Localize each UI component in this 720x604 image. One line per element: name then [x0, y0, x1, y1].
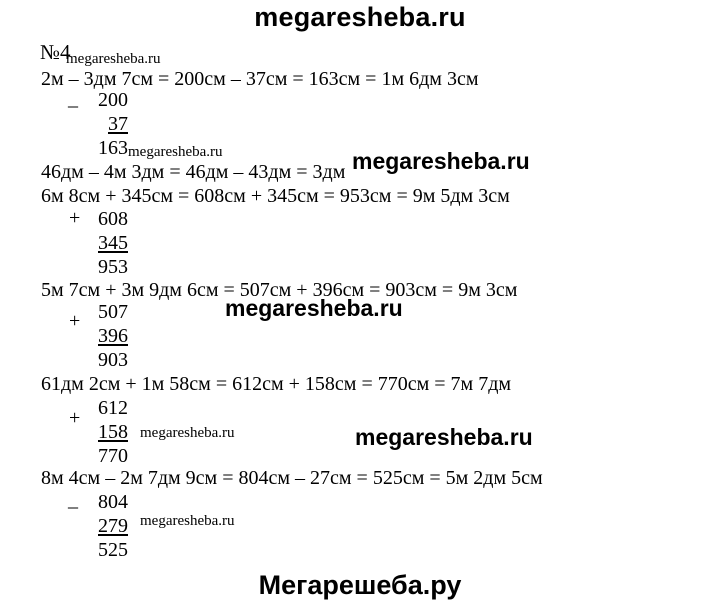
column-top-number: 804 [98, 491, 128, 513]
column-bottom-number: 37 [108, 113, 128, 135]
column-top-number: 608 [98, 208, 128, 230]
column-result: 953 [98, 256, 128, 278]
column-bottom-number: 396 [98, 325, 128, 347]
equation-line: 61дм 2см + 1м 58см = 612см + 158см = 770см = 7м 7дм [41, 373, 512, 395]
site-header: megaresheba.ru [254, 2, 466, 32]
watermark-large: megaresheba.ru [352, 148, 530, 174]
watermark-small: megaresheba.ru [140, 513, 235, 529]
column-bottom-number: 279 [98, 515, 128, 537]
addition-sign: + [69, 310, 81, 332]
column-result: 525 [98, 539, 128, 561]
watermark-small: megaresheba.ru [66, 51, 161, 67]
equation-line: 46дм – 4м 3дм = 46дм – 43дм = 3дм [41, 161, 346, 183]
column-calculation [88, 88, 128, 160]
column-calculation [88, 396, 128, 468]
column-top-number: 507 [98, 301, 128, 323]
column-bottom-number: 345 [98, 232, 128, 254]
equation-line: 6м 8см + 345см = 608см + 345см = 953см = 9м 5дм 3см [41, 185, 510, 207]
column-result: 770 [98, 445, 128, 467]
column-result: 903 [98, 349, 128, 371]
subtraction-sign: _ [68, 489, 78, 511]
column-calculation [88, 300, 128, 372]
equation-line: 5м 7см + 3м 9дм 6см = 507см + 396см = 903см = 9м 3см [41, 279, 518, 301]
problem-number: №4 [40, 40, 71, 64]
addition-sign: + [69, 207, 81, 229]
equation-line: 2м – 3дм 7см = 200см – 37см = 163см = 1м 6дм 3см [41, 68, 479, 90]
subtraction-sign: _ [68, 88, 78, 110]
column-result: 163 [98, 137, 128, 159]
column-bottom-number: 158 [98, 421, 128, 443]
column-calculation [88, 207, 128, 279]
watermark-small: megaresheba.ru [140, 425, 235, 441]
watermark-large: megaresheba.ru [355, 424, 533, 450]
site-footer: Мегарешеба.ру [258, 570, 462, 600]
watermark-large: megaresheba.ru [225, 295, 403, 321]
column-calculation [88, 490, 128, 562]
column-top-number: 612 [98, 397, 128, 419]
addition-sign: + [69, 407, 81, 429]
column-top-number: 200 [98, 89, 128, 111]
equation-line: 8м 4см – 2м 7дм 9см = 804см – 27см = 525см = 5м 2дм 5см [41, 467, 543, 489]
watermark-small: megaresheba.ru [128, 144, 223, 160]
